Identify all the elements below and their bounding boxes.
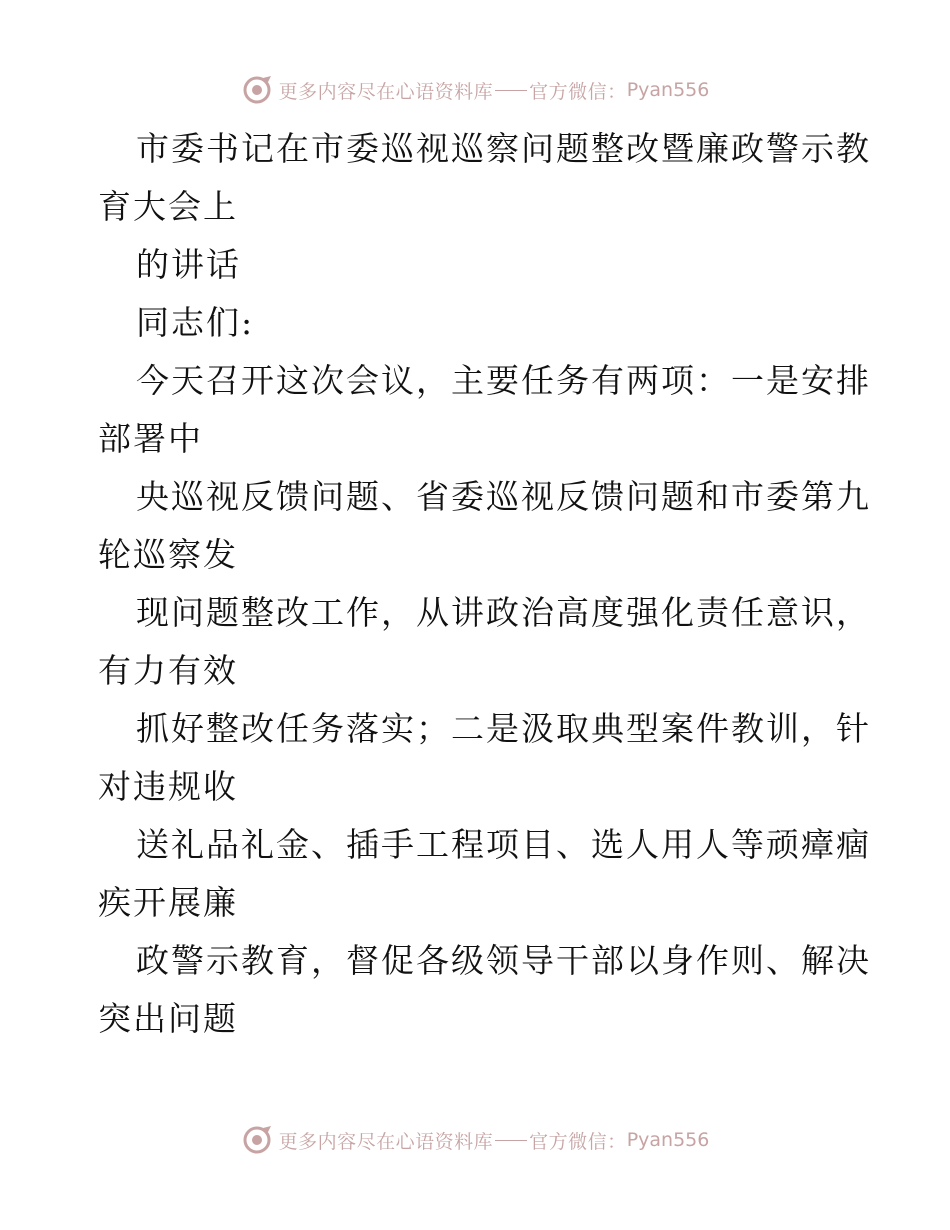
footer-banner bbox=[0, 1120, 950, 1160]
header-dash bbox=[495, 90, 527, 91]
header-handle: Pyan556 bbox=[626, 79, 710, 101]
document-line: 的讲话 bbox=[136, 245, 241, 284]
document-line: 部署中 bbox=[98, 419, 203, 458]
document-line: 突出问题 bbox=[98, 999, 238, 1038]
document-line: 疾开展廉 bbox=[98, 883, 238, 922]
header-banner bbox=[0, 70, 950, 110]
document-line: 育大会上 bbox=[98, 187, 238, 226]
footer-contact-label: 官方微信： bbox=[529, 1130, 627, 1153]
document-line: 送礼品礼金、插手工程项目、选人用人等顽瘴痼 bbox=[136, 825, 871, 864]
document-line: 今天召开这次会议，主要任务有两项：一是安排 bbox=[136, 361, 871, 400]
header-brand: 更多内容尽在心语资料库 bbox=[278, 80, 494, 103]
document-line: 同志们: bbox=[136, 303, 255, 342]
document-line: 现问题整改工作，从讲政治高度强化责任意识， bbox=[136, 593, 871, 632]
footer-dash bbox=[495, 1140, 527, 1141]
header-contact-label: 官方微信： bbox=[529, 80, 627, 103]
footer-handle: Pyan556 bbox=[626, 1129, 710, 1151]
document-line: 抓好整改任务落实；二是汲取典型案件教训，针 bbox=[136, 709, 871, 748]
document-line: 政警示教育，督促各级领导干部以身作则、解决 bbox=[136, 941, 871, 980]
pen-circle-logo-icon bbox=[241, 74, 273, 106]
document-line: 对违规收 bbox=[98, 767, 238, 806]
document-line: 市委书记在市委巡视巡察问题整改暨廉政警示教 bbox=[136, 129, 871, 168]
document-line: 央巡视反馈问题、省委巡视反馈问题和市委第九 bbox=[136, 477, 871, 516]
document-body bbox=[98, 120, 871, 1048]
document-line: 有力有效 bbox=[98, 651, 238, 690]
footer-brand: 更多内容尽在心语资料库 bbox=[278, 1130, 494, 1153]
document-line: 轮巡察发 bbox=[98, 535, 238, 574]
pen-circle-logo-icon bbox=[241, 1124, 273, 1156]
